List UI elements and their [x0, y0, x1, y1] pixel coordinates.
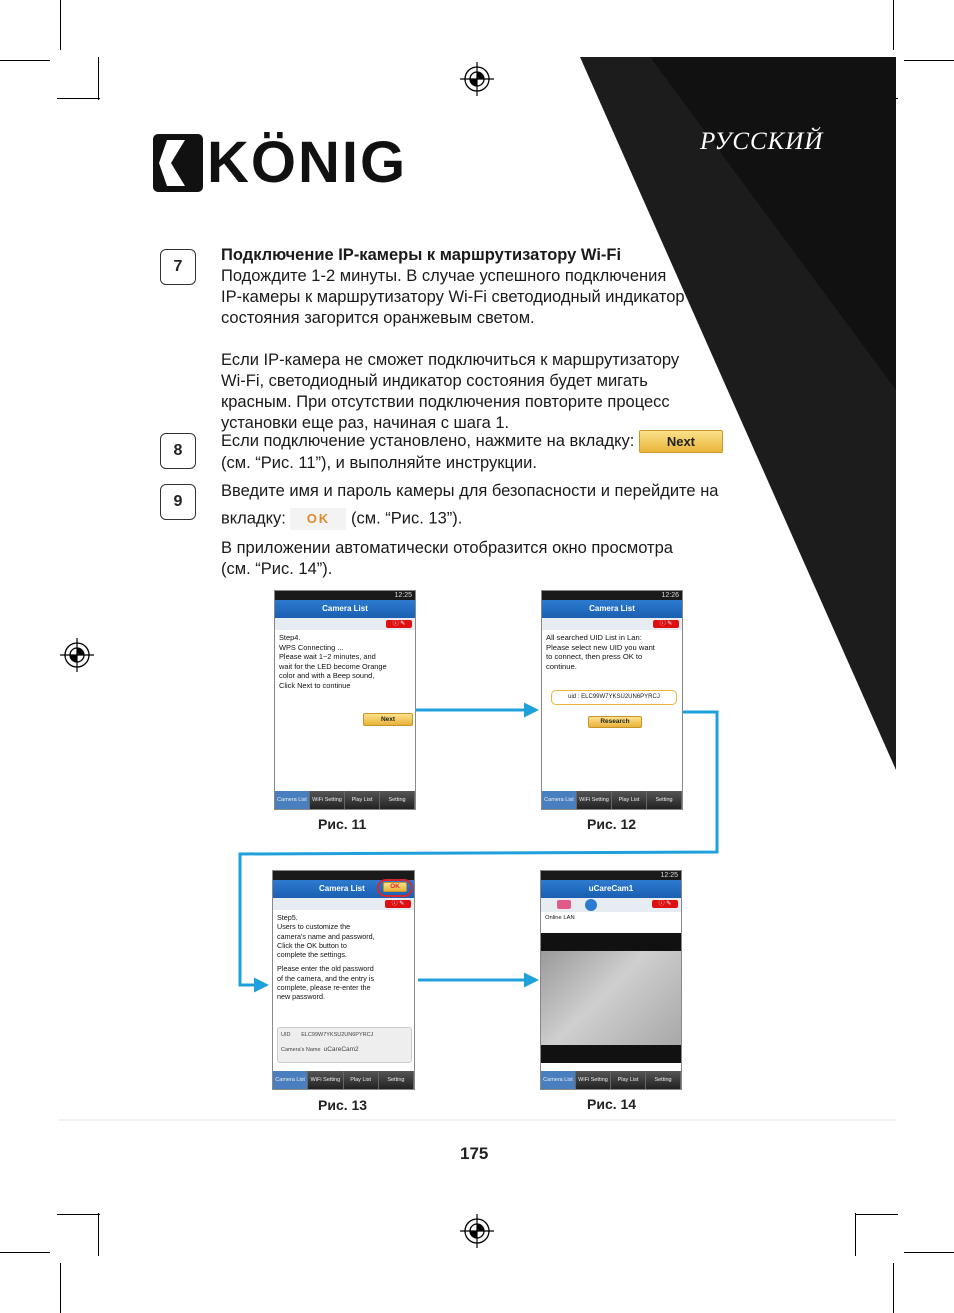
step-number-9: 9 [160, 484, 196, 520]
tab-setting: Setting [647, 791, 682, 809]
tab-play-list: Play List [345, 791, 380, 809]
page-number: 175 [460, 1144, 489, 1163]
next-button: Next [363, 713, 413, 726]
status-bar: 12:25 [541, 871, 681, 880]
step-label: Step4. [279, 633, 301, 642]
tab-camera-list: Camera List [542, 791, 577, 809]
step-8-line: (см. “Рис. 11”), и выполняйте инструкции. [221, 454, 537, 472]
screen-text: Please select new UID you want [546, 642, 655, 652]
step-9-line: Введите имя и пароль камеры для безопасности и перейдите на [221, 482, 719, 500]
camera-name-label: Camera's Name [281, 1047, 321, 1053]
screen-text: wait for the LED become Orange [279, 661, 387, 671]
logo-text: KÖNIG [207, 130, 408, 195]
screen-text: Click Next to continue [279, 680, 351, 690]
screen-text: Please enter the old password [277, 964, 374, 974]
figure-14-caption: Рис. 14 [587, 1096, 637, 1112]
next-button-image: Next [639, 430, 723, 453]
ok-button: OK [383, 882, 407, 892]
help-icon: ⓘ ✎ [386, 620, 412, 628]
step-7-line: Если IP-камера не сможет подключиться к маршрутизатору [221, 351, 680, 369]
help-icon: ⓘ ✎ [385, 900, 411, 908]
step-9-line: В приложении автоматически отобразится окно просмотра [221, 539, 673, 557]
screen-text: camera's name and password, [277, 931, 375, 941]
tab-wifi-setting: WiFi Setting [308, 1071, 343, 1089]
figure-11-screenshot [274, 590, 416, 810]
record-icon [557, 900, 571, 909]
screen-text: color and with a Beep sound, [279, 671, 375, 680]
uid-label: UID [281, 1032, 291, 1038]
live-video-view [541, 951, 681, 1045]
figure-12-screenshot [541, 590, 683, 810]
step-7-title: Подключение IP-камеры к маршрутизатору Wi-Fi [221, 246, 622, 264]
language-label: РУССКИЙ [700, 128, 824, 155]
step-7-line: установки еще раз, начиная с шага 1. [221, 414, 510, 432]
tab-setting: Setting [379, 1071, 414, 1089]
step-7-line: красным. При отсутствии подключения повторите процесс [221, 393, 670, 411]
screen-text: to connect, then press OK to [546, 652, 643, 661]
research-button: Research [588, 716, 642, 728]
help-icon: ⓘ ✎ [653, 620, 679, 628]
status-bar: 12:26 [542, 591, 682, 600]
screen-text: Click the OK button to [277, 940, 347, 950]
tab-setting: Setting [380, 791, 415, 809]
status-bar: 12:25 [275, 591, 415, 600]
tab-camera-list: Camera List [541, 1071, 576, 1089]
screen-text: All searched UID List in Lan: [546, 633, 642, 642]
tab-wifi-setting: WiFi Setting [310, 791, 345, 809]
screen-text: WPS Connecting ... [279, 642, 344, 652]
tab-wifi-setting: WiFi Setting [577, 791, 612, 809]
screen-text: of the camera, and the entry is [277, 973, 375, 983]
step-8-line: Если подключение установлено, нажмите на вкладку: [221, 431, 635, 450]
figure-12-caption: Рис. 12 [587, 816, 637, 832]
figure-13-screenshot [272, 870, 415, 1090]
tab-setting: Setting [646, 1071, 681, 1089]
screen-title: Camera List [275, 600, 415, 618]
screen-text: Users to customize the [277, 922, 351, 932]
tab-play-list: Play List [611, 1071, 646, 1089]
step-9-line: вкладку: [221, 509, 286, 528]
tab-camera-list: Camera List [275, 791, 310, 809]
figure-13-caption: Рис. 13 [318, 1097, 368, 1113]
tab-play-list: Play List [344, 1071, 379, 1089]
step-number-8: 8 [160, 433, 196, 469]
step-7-line: Wi-Fi, светодиодный индикатор состояния будет мигать [221, 372, 648, 390]
screen-text: Please wait 1~2 minutes, and [279, 652, 376, 661]
screen-title: Camera List [542, 600, 682, 618]
step-7-line: состояния загорится оранжевым светом. [221, 309, 535, 327]
camera-name-value: uCareCam2 [323, 1046, 359, 1053]
step-9-line: (см. “Рис. 13”). [351, 509, 463, 528]
screen-title: Camera List [273, 880, 414, 898]
screen-text: new password. [277, 992, 325, 1002]
step-label: Step5. [277, 913, 298, 922]
connection-status: Online LAN [545, 915, 575, 921]
step-number-7: 7 [160, 249, 196, 285]
uid-value: ELC99W7YKSU2UN6PYRCJ [301, 1032, 374, 1038]
uid-list-item: uid : ELC99W7YKSU2UN6PYRCJ [551, 690, 677, 705]
screen-text: continue. [546, 661, 577, 671]
screen-text: complete, please re-enter the [277, 983, 371, 993]
uid-form [277, 1027, 412, 1063]
figure-14-screenshot [540, 870, 682, 1090]
mute-icon [585, 899, 597, 911]
figure-11-caption: Рис. 11 [318, 816, 367, 832]
video-bar [541, 1045, 681, 1063]
tab-wifi-setting: WiFi Setting [576, 1071, 611, 1089]
screen-title: uCareCam1 [541, 880, 681, 898]
step-7-line: IP-камеры к маршрутизатору Wi-Fi светодиодный индикатор [221, 288, 685, 306]
step-7-line: Подождите 1-2 минуты. В случае успешного подключения [221, 267, 667, 285]
ok-button-image: OK [290, 508, 346, 530]
help-icon: ⓘ ✎ [652, 900, 678, 908]
tab-play-list: Play List [612, 791, 647, 809]
step-9-line: (см. “Рис. 14”). [221, 560, 333, 578]
video-bar [541, 933, 681, 951]
screen-text: complete the settings. [277, 950, 347, 960]
tab-camera-list: Camera List [273, 1071, 308, 1089]
